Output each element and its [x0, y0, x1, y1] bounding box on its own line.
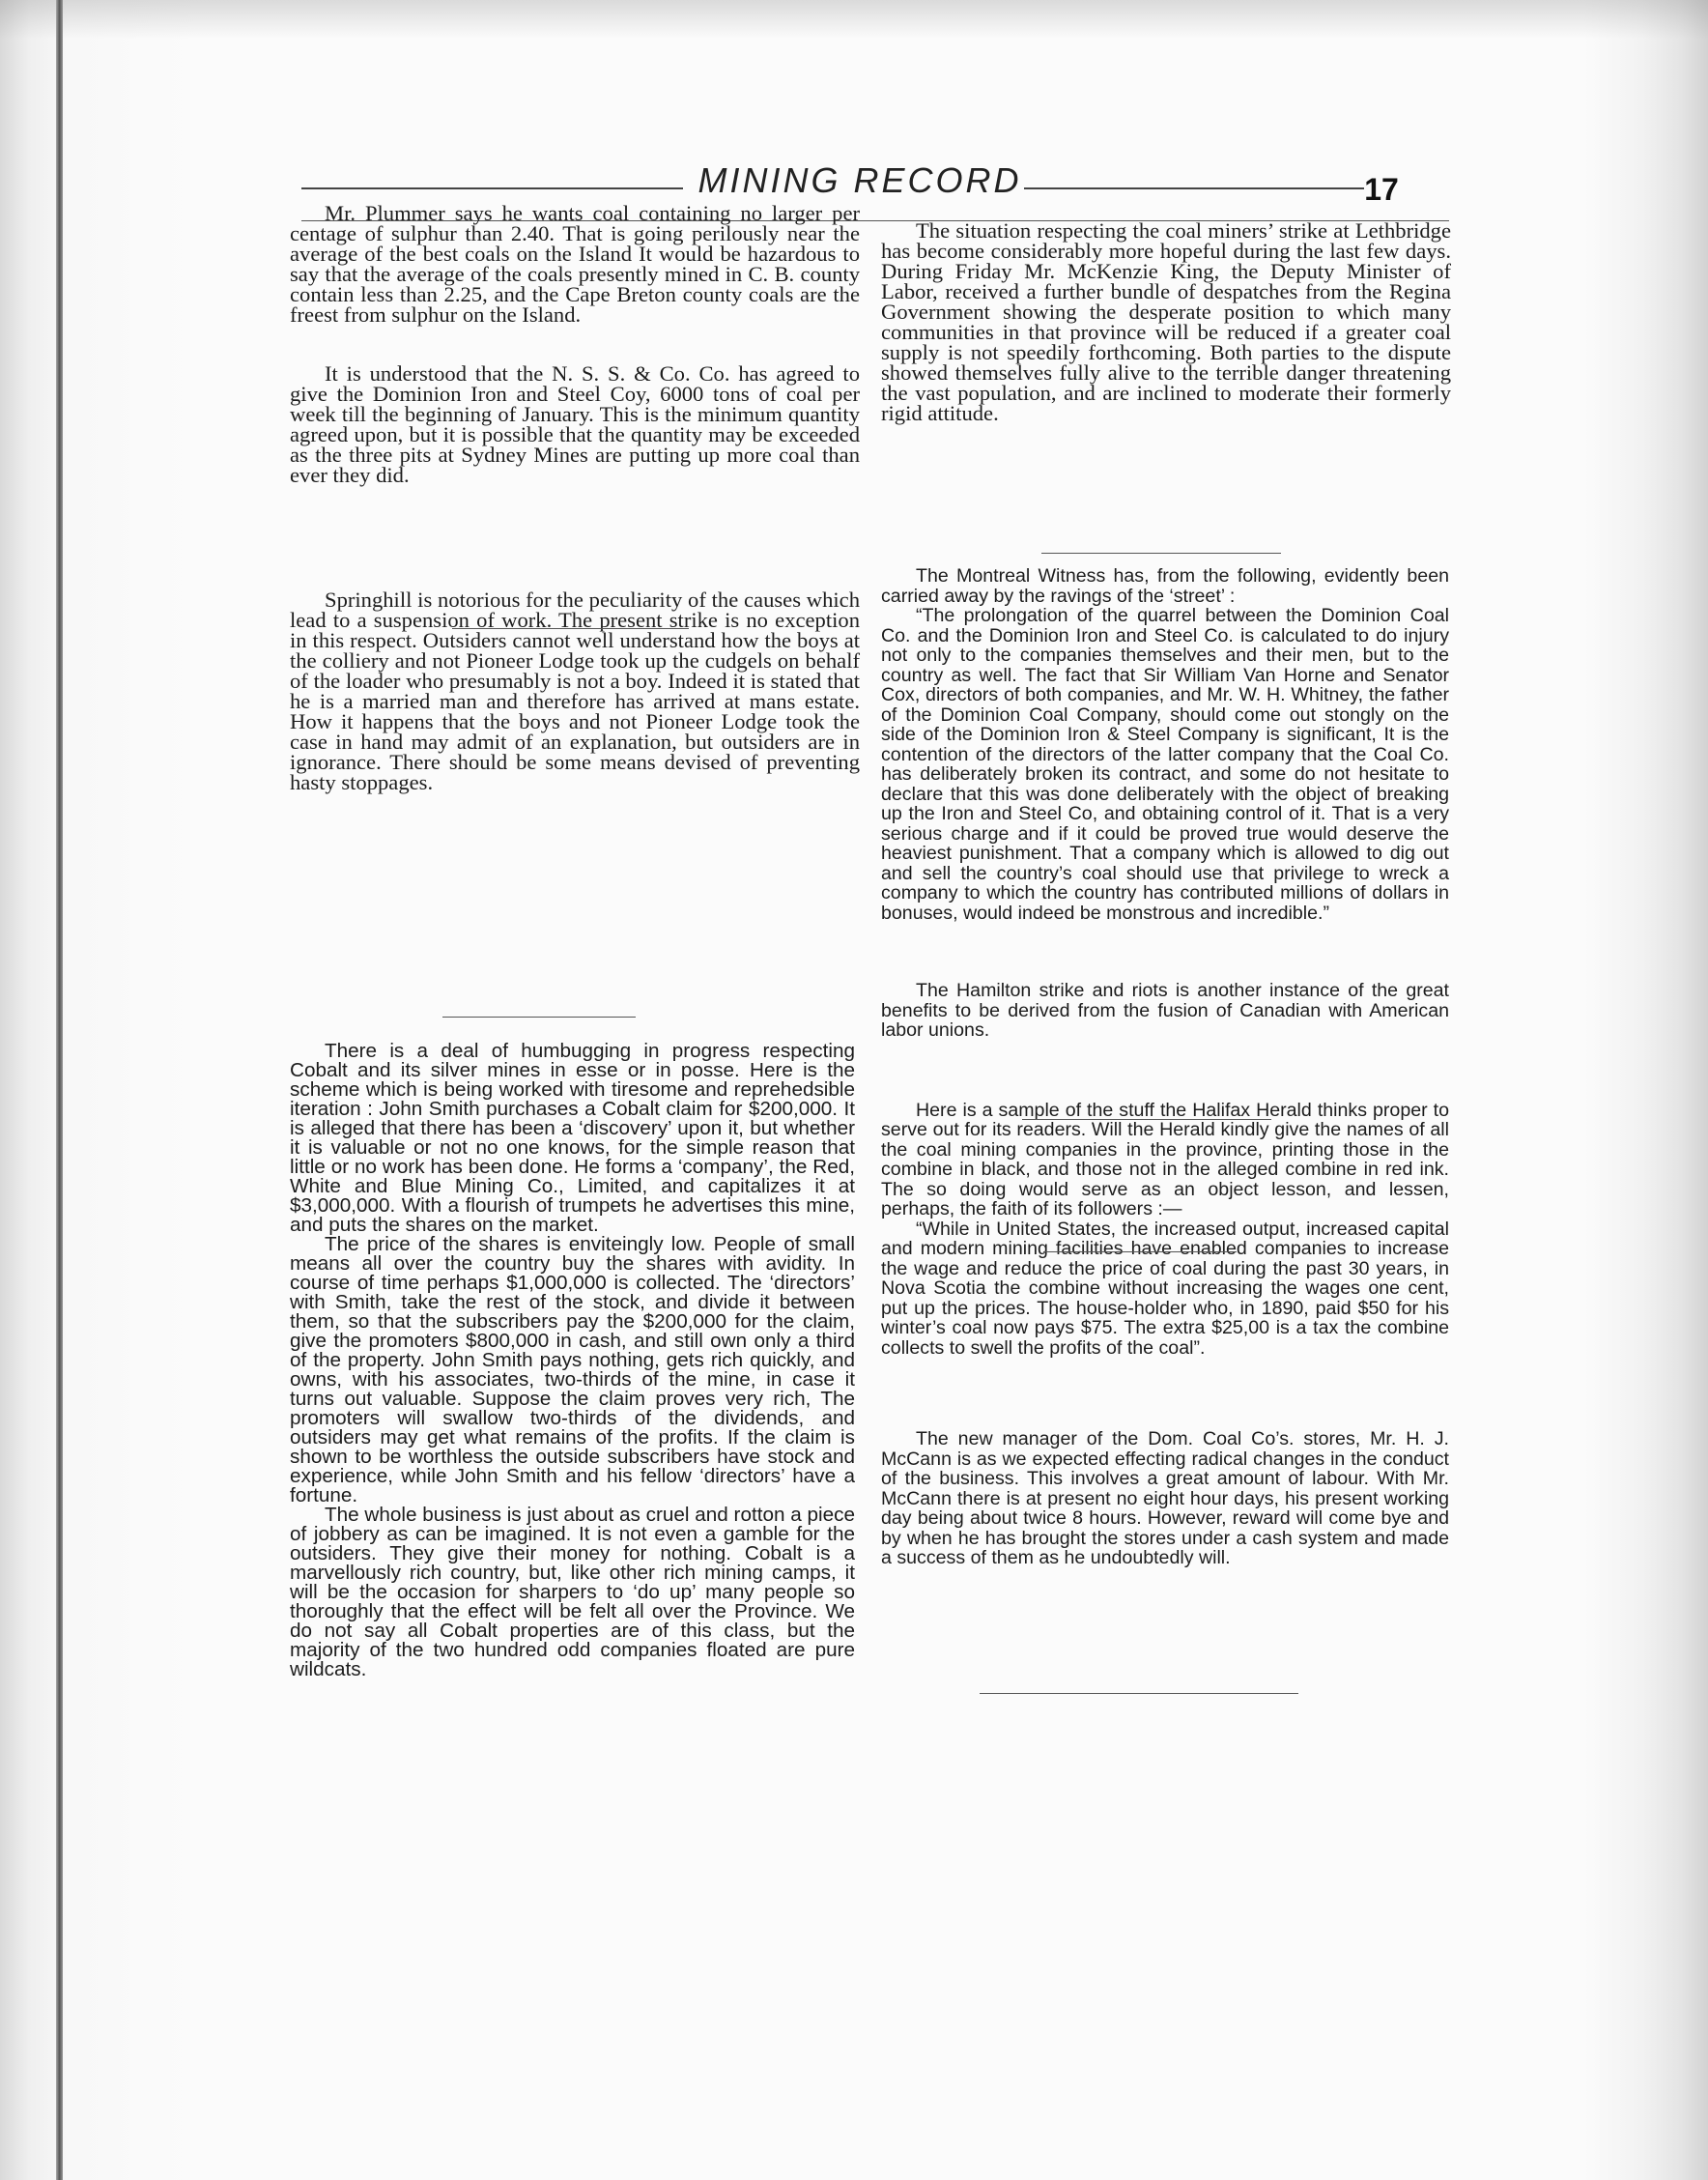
binding-edge — [56, 0, 63, 2180]
springhill-paragraph: Springhill is notorious for the peculiarity of the causes which lead to a suspension of work. The present strike is no exception in this respect. Outsiders cannot well understand how the boys at the colliery and not Pioneer Lodge took up the cudgels on behalf of the loader who presumably is not a boy. Indeed it is stated that he is a married man and therefore has arrived at mans estate. How it happens that the boys and not Pioneer Lodge took the case in hand may admit of an explanation, but outsiders are in ignorance. There should be some means devised of preventing hasty stoppages. — [290, 588, 860, 794]
cobalt-paragraph: There is a deal of humbugging in progress respecting Cobalt and its silver mines in esse or in posse. Here is the scheme which is being worked with tiresome and reprehedsible iteration : John Smith purchases a Cobalt claim for $200,000. It is alleged that there has been a ‘discovery’ upon it, but whether it is valuable or not no one knows, for the simple reason that little or no work has been done. He forms a ‘company’, the Red, White and Blue Mining Co., Limited, and capitalizes it at $3,000,000. With a flourish of trumpets he advertises this mine, and puts the shares on the market. — [290, 1040, 855, 1236]
header-rule-right — [1024, 187, 1364, 189]
divider — [442, 1017, 636, 1018]
witness-quote: “The prolongation of the quarrel between the Dominion Coal Co. and the Dominion Iron and Steel Co. is calculated to do injury not only to the companies themselves and their men, but to the country as well. The fact that Sir William Van Horne and Senator Cox, directors of both companies, and Mr. W. H. Whitney, the father of the Dominion Coal Company, should come out stongly on the side of the Dominion Iron & Steel Company is significant, It is the contention of the directors of the latter company that the Coal Co. has deliberately broken its contract, and some do not hesitate to declare that this was done deliberately with the object of breaking up the Iron and Steel Co, and obtaining control of it. That is a very serious charge and if it could be proved true would deserve the heaviest punishment. That a company which is allowed to dig out and sell the country’s coal should use that privilege to wreck a company to which the country has contributed millions of dollars in bonuses, would indeed be monstrous and incredible.” — [881, 605, 1449, 924]
divider — [980, 1693, 1298, 1694]
hamilton-paragraph: The Hamilton strike and riots is another instance of the great benefits to be derived from the fusion of Canadian with American labor unions. — [881, 980, 1449, 1041]
masthead-title: MINING RECORD — [697, 160, 1022, 200]
left-column-top — [290, 203, 860, 792]
cobalt-paragraph: The price of the shares is enviteingly low. People of small means all over the country buy the shares with avidity. In course of time perhaps $1,000,000 is collected. The ‘directors’ with Smith, take the rest of the stock, and divide it between them, so that the subscribers pay the $200,000 for the claim, give the promoters $800,000 in cash, and still own only a third of the property. John Smith pays nothing, gets rich quickly, and owns, with his associates, two-thirds of the mine, in case it turns out valuable. Suppose the claim proves very rich, The promoters will swallow two-thirds of the dividends, and outsiders may get what remains of the profits. If the claim is shown to be worthless the outside subscribers have stock and experience, while John Smith and his fellow ‘directors’ have a fortune. — [290, 1233, 855, 1506]
herald-intro: Here is a sample of the stuff the Halifax Herald thinks proper to serve out for its readers. Will the Herald kindly give the names of all the coal mining companies in the province, printing those in the combine in black, and those not in the alleged combine in red ink. The so doing would serve as an object lesson, and lessen, perhaps, the faith of its followers :— — [881, 1099, 1449, 1219]
cobalt-paragraph: The whole business is just about as cruel and rotton a piece of jobbery as can be imagined. It is not even a gamble for the outsiders. They give their money for nothing. Cobalt is a marvellously rich country, but, like other rich mining camps, it will be the occasion for sharpers to ‘do up’ many people so thoroughly that the effect will be felt all over the Province. We do not say all Cobalt properties are of this class, but the majority of the two hundred odd companies floated are pure wildcats. — [290, 1504, 855, 1680]
mccann-paragraph: The new manager of the Dom. Coal Co’s. stores, Mr. H. J. McCann is as we expected effecting radical changes in the conduct of the business. This involves a great amount of labour. With Mr. McCann there is at present no eight hour days, his present working day being about twice 8 hours. However, reward will come bye and by when he has brought the stores under a cash system and made a success of them as he undoubtedly will. — [881, 1428, 1449, 1568]
top-shadow — [0, 0, 1708, 39]
header-rule-left — [301, 187, 683, 189]
nss-coal-paragraph: It is understood that the N. S. S. & Co. Co. has agreed to give the Dominion Iron and Steel Coy, 6000 tons of coal per week till the beginning of January. This is the minimum quantity agreed upon, but it is possible that the quantity may be exceeded as the three pits at Sydney Mines are putting up more coal than ever they did. — [290, 361, 860, 487]
divider — [452, 628, 689, 629]
herald-quote: “While in United States, the increased output, increased capital and modern mining facilities have enabled companies to increase the wage and reduce the price of coal during the past 30 years, in Nova Scotia the combine without increasing the wages one cent, put up the prices. The house-holder who, in 1890, paid $50 for his winter’s coal now pays $75. The extra $25,00 is a tax the combine collects to swell the profits of the coal”. — [881, 1218, 1449, 1359]
divider — [1041, 553, 1281, 554]
witness-intro: The Montreal Witness has, from the following, evidently been carried away by the ravings of the ‘street’ : — [881, 565, 1449, 607]
divider — [1022, 1119, 1271, 1120]
plummer-paragraph: Mr. Plummer says he wants coal containing no larger per centage of sulphur than 2.40. That is going perilously near the average of the best coals on the Island It would be hazardous to say that the average of the coals presently mined in C. B. county contain less than 2.25, and the Cape Breton county coals are the freest from sulphur on the Island. — [290, 201, 860, 327]
lethbridge-paragraph: The situation respecting the coal miners’ strike at Lethbridge has become considerably more hopeful during the last few days. During Friday Mr. McKenzie King, the Deputy Minister of Labor, received a further bundle of despatches from the Regina Government showing the desperate position to which many communities in that province will be reduced if a greater coal supply is not speedily forthcoming. Both parties to the dispute showed themselves fully alive to the terrible danger threatening the vast population, and are inclined to moderate their formerly rigid attitude. — [881, 218, 1451, 425]
right-column-top — [881, 220, 1451, 423]
right-column-bottom — [881, 566, 1449, 1568]
left-column-cobalt — [290, 1042, 855, 1679]
divider — [1043, 1251, 1237, 1252]
page-number: 17 — [1364, 172, 1399, 207]
